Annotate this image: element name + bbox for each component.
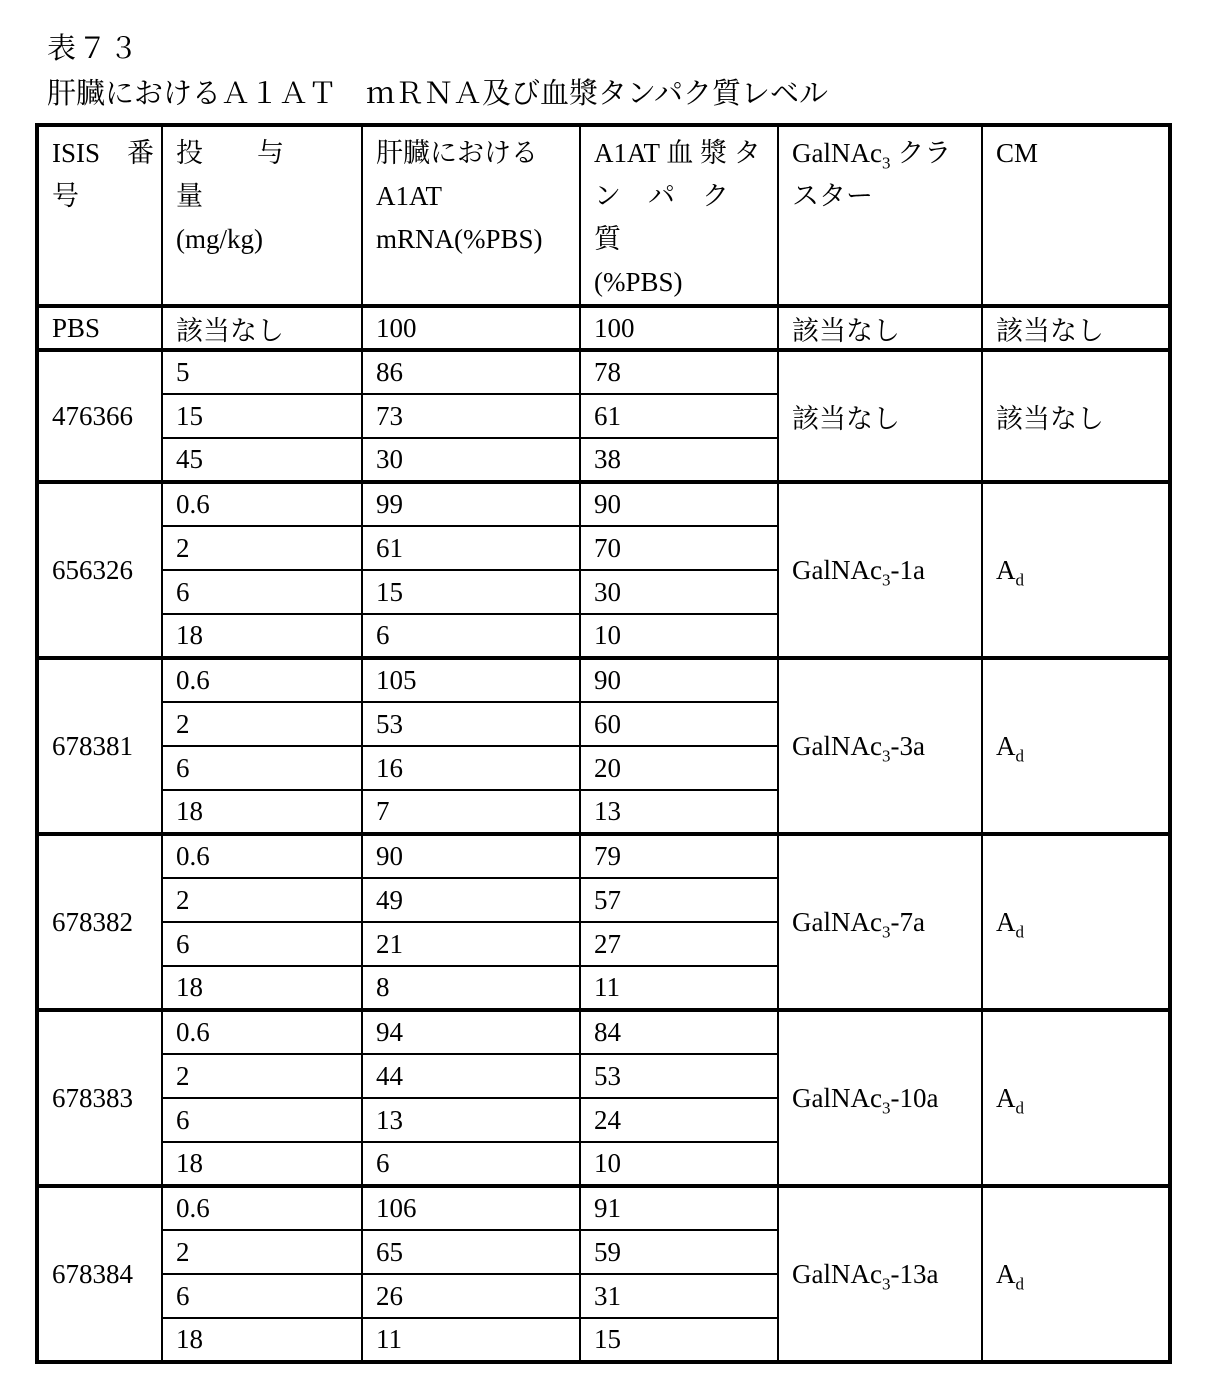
- cell-protein: 59: [580, 1230, 778, 1274]
- galnac-name-text: GalNAc: [792, 1258, 882, 1289]
- cell-dose: 15: [162, 394, 362, 438]
- cell-dose: 0.6: [162, 834, 362, 878]
- header-line: mRNA(%PBS): [376, 224, 543, 254]
- cell-dose: 0.6: [162, 658, 362, 702]
- cell-dose: 18: [162, 966, 362, 1010]
- cell-protein: 13: [580, 790, 778, 834]
- header-cm: CM: [982, 125, 1170, 306]
- cm-base-text: A: [996, 906, 1016, 937]
- cell-dose: 2: [162, 702, 362, 746]
- cell-protein: 90: [580, 658, 778, 702]
- cell-mrna: 8: [362, 966, 580, 1010]
- cell-protein: 20: [580, 746, 778, 790]
- header-line: [792, 132, 977, 175]
- table-row: [37, 350, 1170, 394]
- cell-isis: 678381: [37, 658, 162, 834]
- cell-protein: 90: [580, 482, 778, 526]
- cell-mrna: 7: [362, 790, 580, 834]
- cell-cm: [982, 1186, 1170, 1362]
- galnac-name-text: GalNAc: [792, 1082, 882, 1113]
- galnac-variant-text: -7a: [890, 906, 925, 937]
- header-line: A1AT: [376, 181, 442, 211]
- table-row: [37, 306, 1170, 350]
- header-line: (mg/kg): [176, 224, 263, 254]
- table-header-row: [37, 125, 1170, 306]
- cell-isis: 476366: [37, 350, 162, 482]
- title-block: [47, 30, 1199, 114]
- cell-cm: [982, 658, 1170, 834]
- cell-cm: [982, 1010, 1170, 1186]
- cell-galnac: [778, 658, 982, 834]
- cell-protein: 100: [580, 306, 778, 350]
- cell-mrna: 44: [362, 1054, 580, 1098]
- cell-dose: 18: [162, 790, 362, 834]
- header-line: ン パ ク 質: [594, 181, 756, 254]
- cell-dose: 18: [162, 614, 362, 658]
- cell-mrna: 15: [362, 570, 580, 614]
- cell-mrna: 49: [362, 878, 580, 922]
- cell-protein: 91: [580, 1186, 778, 1230]
- cell-cm: [982, 482, 1170, 658]
- cell-dose: 0.6: [162, 482, 362, 526]
- results-table: [35, 123, 1172, 1364]
- cell-protein: 60: [580, 702, 778, 746]
- cell-dose: 6: [162, 1274, 362, 1318]
- cell-mrna: 90: [362, 834, 580, 878]
- cell-dose: 2: [162, 1230, 362, 1274]
- cell-protein: 31: [580, 1274, 778, 1318]
- table-title: 肝臓におけるＡ１ＡＴ ｍＲＮＡ及び血漿タンパク質レベル: [47, 78, 828, 110]
- cell-galnac: [778, 1186, 982, 1362]
- cell-mrna: 100: [362, 306, 580, 350]
- cell-mrna: 86: [362, 350, 580, 394]
- cell-dose: 45: [162, 438, 362, 482]
- cell-mrna: 6: [362, 614, 580, 658]
- cell-dose: 18: [162, 1142, 362, 1186]
- cell-mrna: 16: [362, 746, 580, 790]
- table-row: [37, 658, 1170, 702]
- header-line: 肝臓における: [376, 138, 538, 168]
- table-row: [37, 482, 1170, 526]
- cell-galnac: 該当なし: [778, 306, 982, 350]
- cell-mrna: 106: [362, 1186, 580, 1230]
- cell-dose: 該当なし: [162, 306, 362, 350]
- cell-mrna: 30: [362, 438, 580, 482]
- cm-base-text: A: [996, 1258, 1016, 1289]
- header-isis-number: [37, 125, 162, 306]
- cell-protein: 11: [580, 966, 778, 1010]
- cm-subscript: d: [1015, 745, 1024, 765]
- cell-protein: 15: [580, 1318, 778, 1362]
- cell-protein: 10: [580, 1142, 778, 1186]
- cell-galnac: [778, 482, 982, 658]
- cm-subscript: d: [1015, 569, 1024, 589]
- cell-dose: 2: [162, 526, 362, 570]
- cell-protein: 27: [580, 922, 778, 966]
- header-galnac-cluster: [778, 125, 982, 306]
- cell-isis: PBS: [37, 306, 162, 350]
- galnac-name-text: GalNAc: [792, 554, 882, 585]
- galnac-subscript: 3: [881, 1097, 891, 1117]
- cell-protein: 79: [580, 834, 778, 878]
- cell-mrna: 65: [362, 1230, 580, 1274]
- cell-mrna: 99: [362, 482, 580, 526]
- cell-mrna: 105: [362, 658, 580, 702]
- cm-base-text: A: [996, 730, 1016, 761]
- header-line: 投 与 量: [176, 138, 338, 211]
- cell-dose: 6: [162, 746, 362, 790]
- galnac-subscript: 3: [881, 1273, 891, 1293]
- cm-subscript: d: [1015, 1097, 1024, 1117]
- cell-mrna: 26: [362, 1274, 580, 1318]
- cell-dose: 5: [162, 350, 362, 394]
- cell-mrna: 53: [362, 702, 580, 746]
- cell-isis: 678384: [37, 1186, 162, 1362]
- cell-dose: 6: [162, 1098, 362, 1142]
- cell-mrna: 94: [362, 1010, 580, 1054]
- cell-mrna: 21: [362, 922, 580, 966]
- cell-cm: 該当なし: [982, 306, 1170, 350]
- cell-galnac: [778, 1010, 982, 1186]
- cell-dose: 2: [162, 878, 362, 922]
- cell-protein: 30: [580, 570, 778, 614]
- galnac-subscript: 3: [881, 569, 891, 589]
- cell-protein: 38: [580, 438, 778, 482]
- cell-protein: 24: [580, 1098, 778, 1142]
- galnac-name-text: GalNAc: [792, 906, 882, 937]
- header-dose: [162, 125, 362, 306]
- cell-dose: 6: [162, 570, 362, 614]
- cm-subscript: d: [1015, 1273, 1024, 1293]
- header-line: (%PBS): [594, 267, 683, 297]
- cell-dose: 0.6: [162, 1186, 362, 1230]
- cell-dose: 2: [162, 1054, 362, 1098]
- galnac-subscript: 3: [881, 153, 891, 173]
- cell-galnac: 該当なし: [778, 350, 982, 482]
- cell-dose: 18: [162, 1318, 362, 1362]
- cell-cm: [982, 834, 1170, 1010]
- header-line: 号: [52, 181, 79, 211]
- cell-isis: 656326: [37, 482, 162, 658]
- cell-mrna: 11: [362, 1318, 580, 1362]
- cell-mrna: 6: [362, 1142, 580, 1186]
- table-label: 表７３: [47, 33, 141, 65]
- cell-dose: 0.6: [162, 1010, 362, 1054]
- cell-cm: 該当なし: [982, 350, 1170, 482]
- cell-dose: 6: [162, 922, 362, 966]
- cell-protein: 57: [580, 878, 778, 922]
- cell-mrna: 73: [362, 394, 580, 438]
- cm-base-text: A: [996, 554, 1016, 585]
- cell-isis: 678382: [37, 834, 162, 1010]
- cm-base-text: A: [996, 1082, 1016, 1113]
- galnac-variant-text: -13a: [890, 1258, 939, 1289]
- galnac-subscript: 3: [881, 745, 891, 765]
- galnac-subscript: 3: [881, 921, 891, 941]
- cell-protein: 78: [580, 350, 778, 394]
- header-liver-mrna: [362, 125, 580, 306]
- cell-protein: 61: [580, 394, 778, 438]
- cell-mrna: 13: [362, 1098, 580, 1142]
- cell-mrna: 61: [362, 526, 580, 570]
- cell-galnac: [778, 834, 982, 1010]
- header-line: A1AT 血 漿 タ: [594, 138, 761, 168]
- cell-isis: 678383: [37, 1010, 162, 1186]
- header-plasma-protein: [580, 125, 778, 306]
- table-row: [37, 1010, 1170, 1054]
- cell-protein: 10: [580, 614, 778, 658]
- header-line: ISIS 番: [52, 138, 155, 168]
- galnac-name-text: GalNAc: [792, 730, 882, 761]
- table-row: [37, 1186, 1170, 1230]
- cell-protein: 53: [580, 1054, 778, 1098]
- cell-protein: 70: [580, 526, 778, 570]
- cm-subscript: d: [1015, 921, 1024, 941]
- galnac-name-text: GalNAc: [792, 138, 882, 168]
- cell-protein: 84: [580, 1010, 778, 1054]
- table-row: [37, 834, 1170, 878]
- header-line: スター: [792, 181, 873, 211]
- galnac-variant-text: -1a: [890, 554, 925, 585]
- galnac-suffix-text: クラ: [890, 138, 952, 168]
- galnac-variant-text: -3a: [890, 730, 925, 761]
- galnac-variant-text: -10a: [890, 1082, 939, 1113]
